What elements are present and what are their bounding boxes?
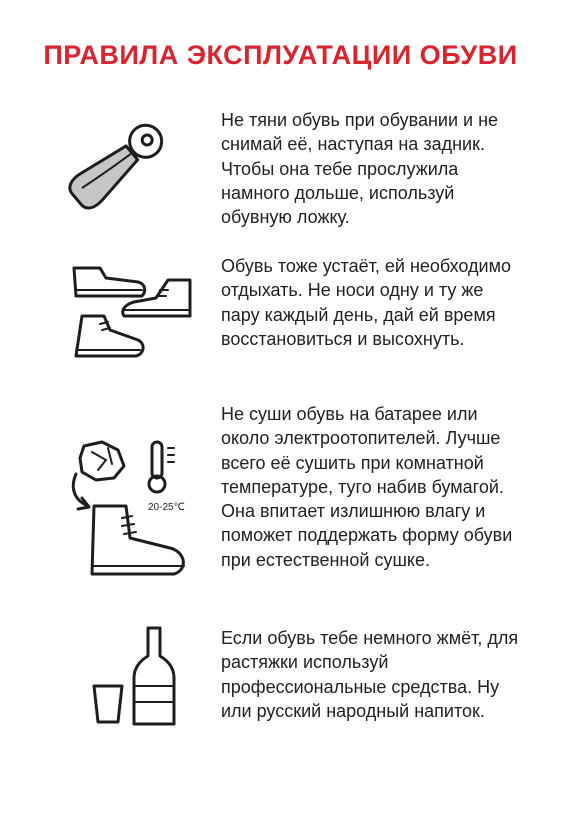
bottle-icon: [134, 628, 174, 724]
bottle-and-glass-icon: [80, 626, 200, 736]
rule-stretching: [0, 626, 561, 816]
drying-boot-icon: [62, 438, 212, 608]
thermometer-icon: [149, 442, 174, 492]
page-title: ПРАВИЛА ЭКСПЛУАТАЦИИ ОБУВИ: [43, 40, 518, 70]
rule-text: Если обувь тебе немного жмёт, для растяжки используй профессиональные средства. Ну или русский народный напиток.: [221, 628, 519, 721]
rule-drying: [0, 402, 561, 592]
shoehorn-icon: [55, 112, 175, 222]
rule-text: Обувь тоже устаёт, ей необходимо отдыхать. Не носи одну и ту же пару каждый день, дай ей время восстановиться и высохнуть.: [221, 256, 511, 349]
boots-icon: [60, 260, 200, 370]
temperature-label: 20-25℃: [148, 502, 185, 513]
glass-icon: [94, 686, 122, 722]
crumpled-paper-icon: [80, 442, 124, 480]
rule-text: Не суши обувь на батарее или около электроотопителей. Лучше всего её сушить при комнатной температуре, туго набив бумагой. Она впитает излишнюю влагу и поможет поддержать форму обуви при естественной сушке.: [221, 404, 513, 570]
rule-text: Не тяни обувь при обувании и не снимай её, наступая на задник. Чтобы она тебе прослужила намного дольше, используй обувную ложку.: [221, 110, 499, 228]
